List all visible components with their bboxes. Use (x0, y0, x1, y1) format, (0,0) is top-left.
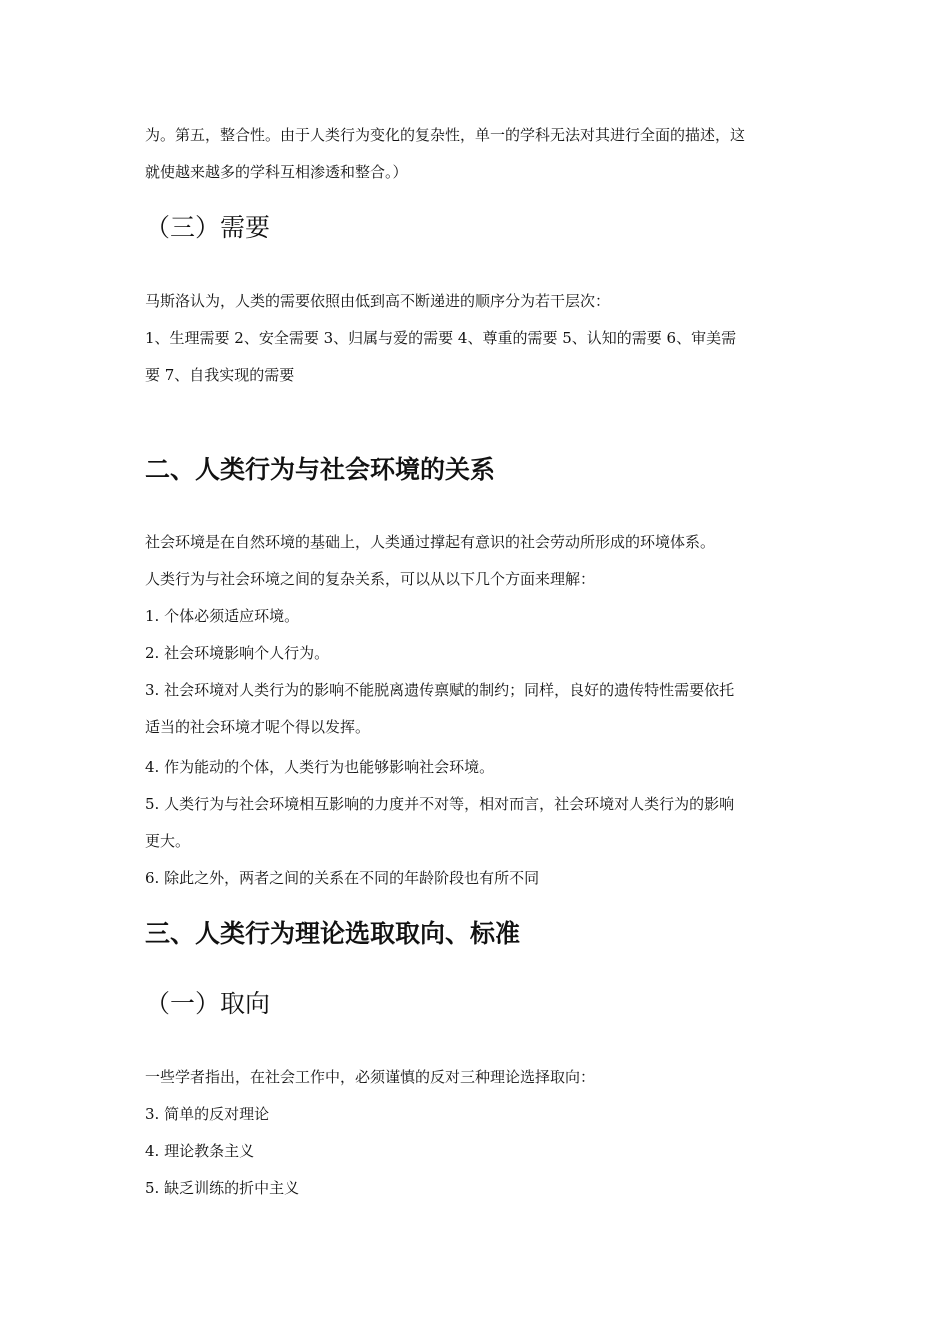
section-heading-theory: 三、人类行为理论选取取向、标准 (145, 919, 521, 948)
list-item: 4. 理论教条主义 (145, 1142, 255, 1160)
paragraph-line: 1、生理需要 2、安全需要 3、归属与爱的需要 4、尊重的需要 5、认知的需要 6、审美需 (145, 329, 737, 347)
paragraph-line: 就使越来越多的学科互相渗透和整合。） (145, 163, 408, 181)
paragraph-line: 人类行为与社会环境之间的复杂关系，可以从以下几个方面来理解： (145, 570, 596, 588)
list-item: 3. 社会环境对人类行为的影响不能脱离遗传禀赋的制约；同样，良好的遗传特性需要依托 (145, 681, 735, 699)
list-item: 2. 社会环境影响个人行为。 (145, 644, 330, 662)
list-item-continuation: 适当的社会环境才呢个得以发挥。 (145, 718, 371, 736)
list-item-continuation: 更大。 (145, 832, 191, 850)
list-item: 4. 作为能动的个体，人类行为也能够影响社会环境。 (145, 758, 495, 776)
paragraph-line: 马斯洛认为，人类的需要依照由低到高不断递进的顺序分为若干层次： (145, 292, 611, 310)
paragraph-line: 要 7、自我实现的需要 (145, 366, 295, 384)
section-heading-relationship: 二、人类行为与社会环境的关系 (145, 455, 496, 484)
paragraph-line: 社会环境是在自然环境的基础上，人类通过撑起有意识的社会劳动所形成的环境体系。 (145, 533, 716, 551)
list-item: 3. 简单的反对理论 (145, 1105, 270, 1123)
paragraph-line: 为。第五，整合性。由于人类行为变化的复杂性，单一的学科无法对其进行全面的描述，这 (145, 126, 746, 144)
paragraph-line: 一些学者指出，在社会工作中，必须谨慎的反对三种理论选择取向： (145, 1068, 596, 1086)
sub-heading-orientation: （一）取向 (145, 989, 271, 1018)
section-heading-needs: （三）需要 (145, 213, 271, 242)
list-item: 5. 缺乏训练的折中主义 (145, 1179, 300, 1197)
list-item: 6. 除此之外，两者之间的关系在不同的年龄阶段也有所不同 (145, 869, 540, 887)
list-item: 5. 人类行为与社会环境相互影响的力度并不对等，相对而言，社会环境对人类行为的影响 (145, 795, 735, 813)
list-item: 1. 个体必须适应环境。 (145, 607, 300, 625)
